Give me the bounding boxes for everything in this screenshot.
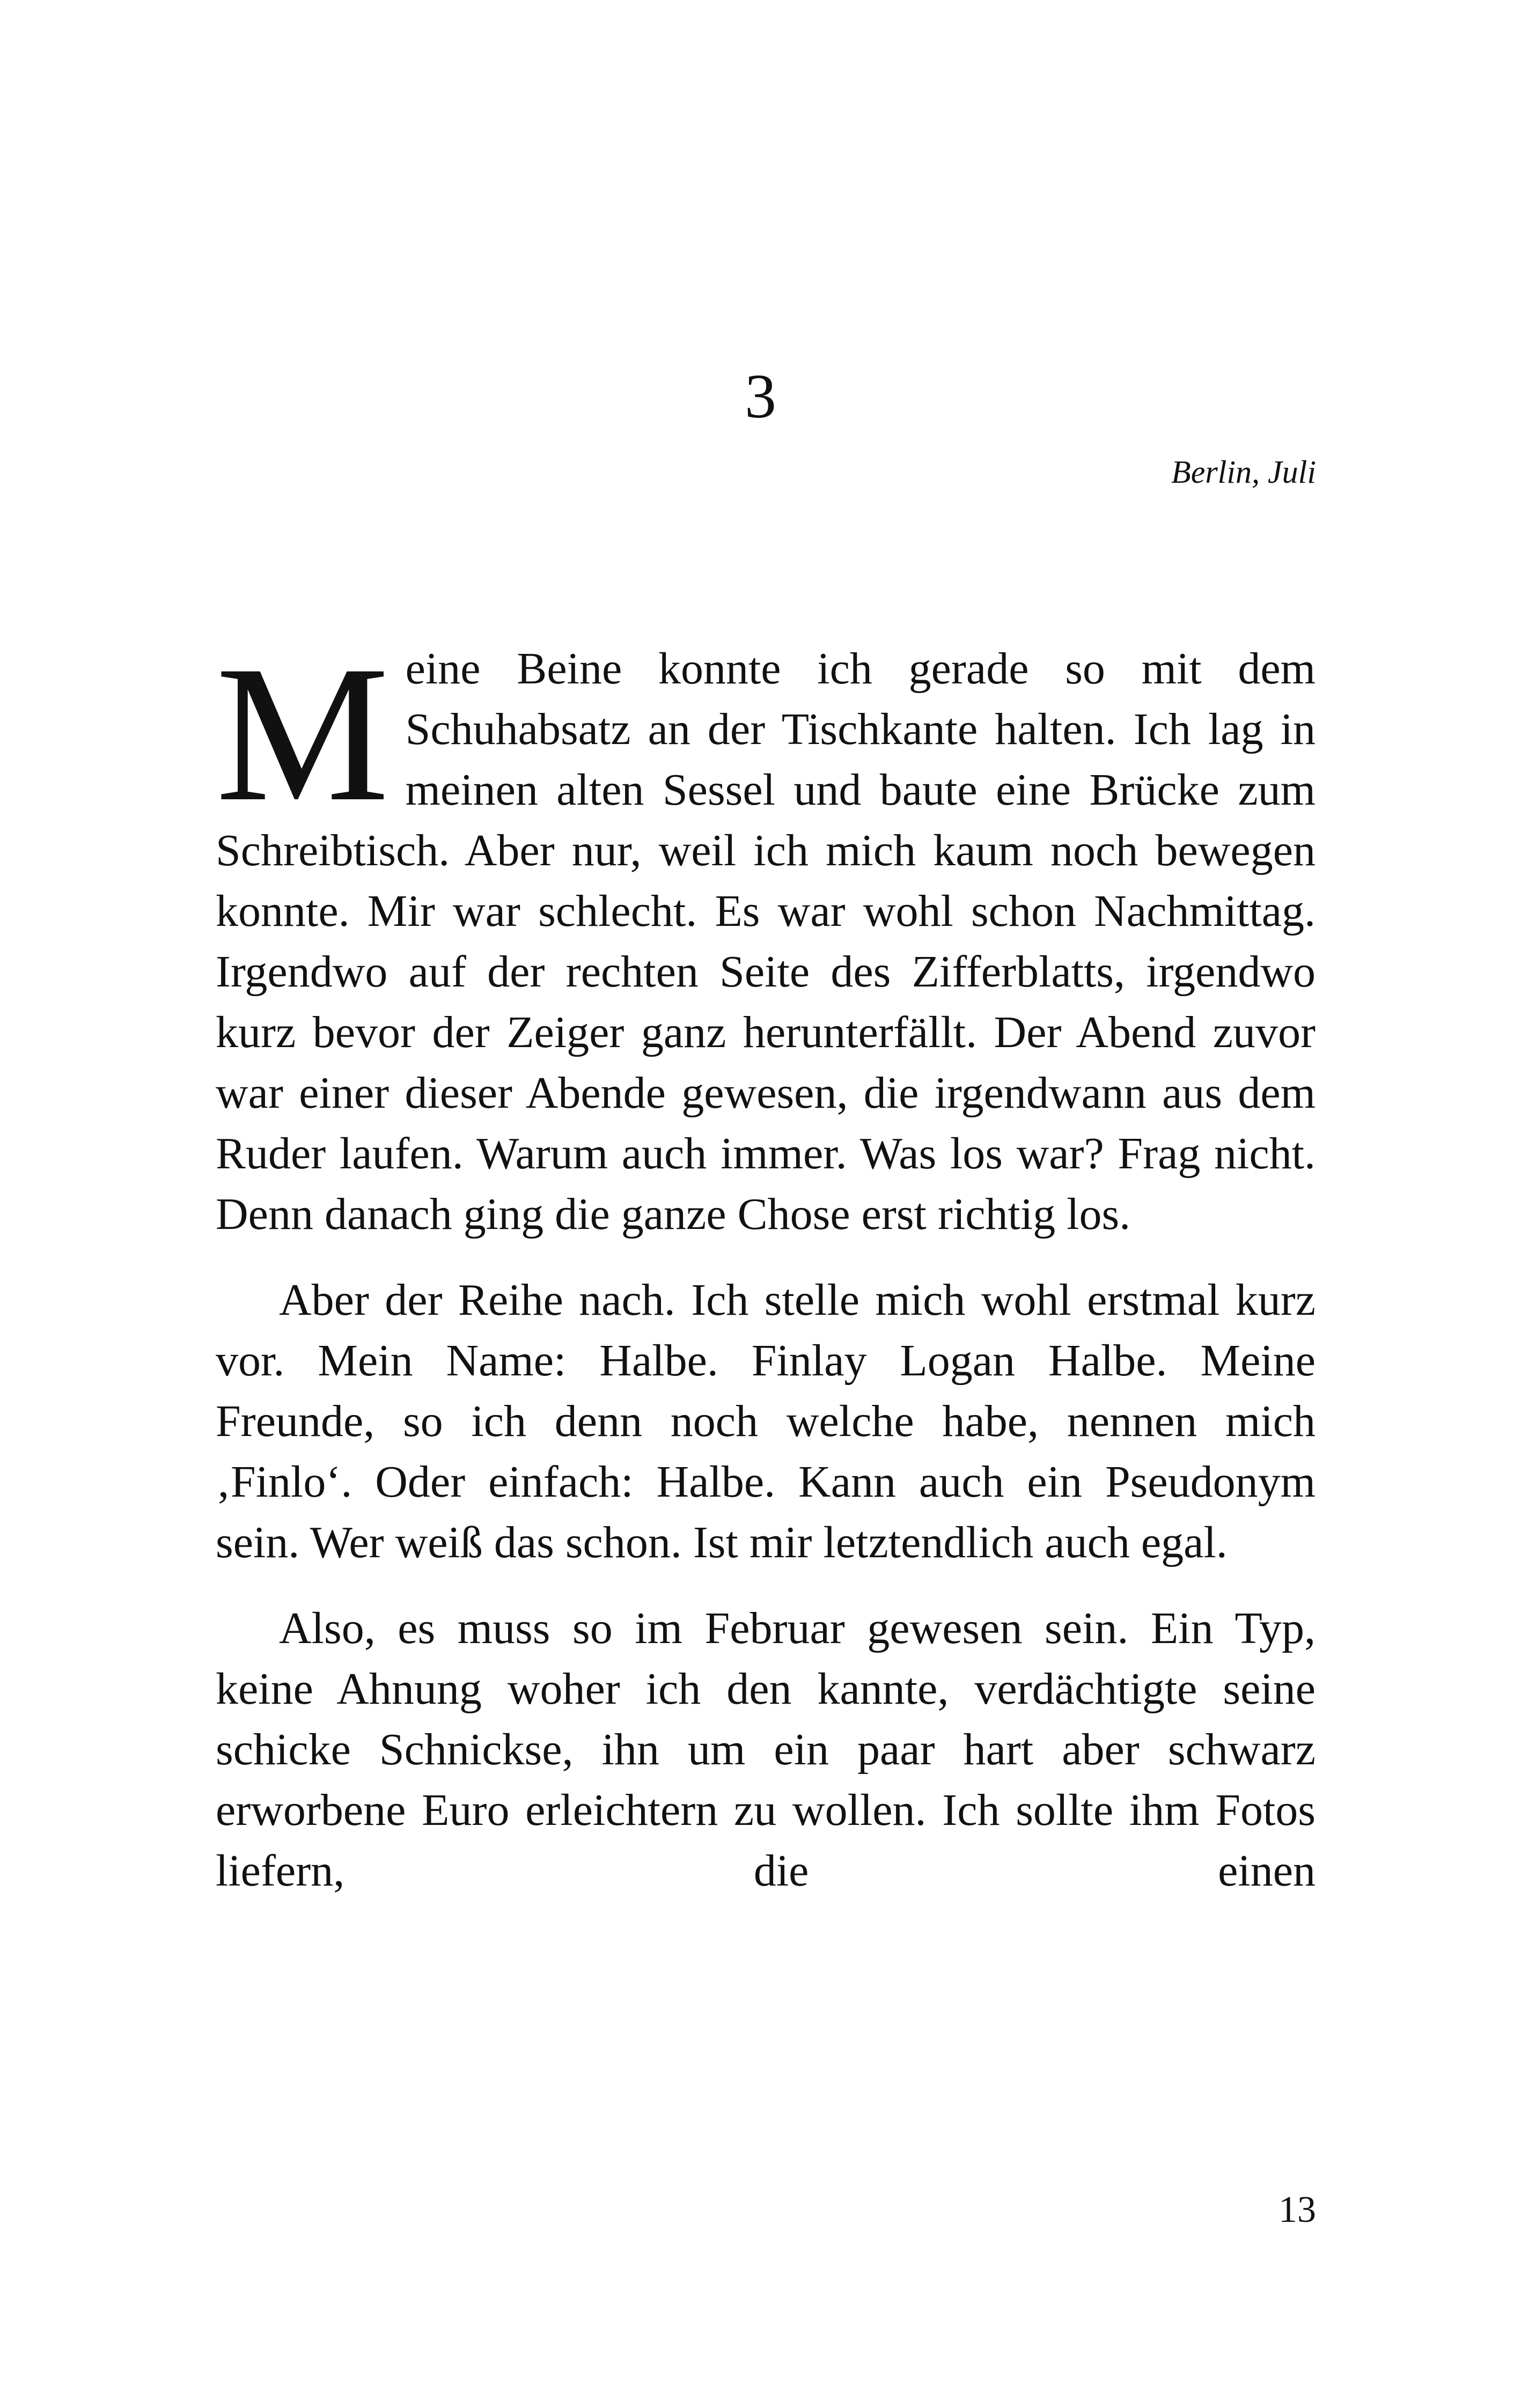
paragraph-2-text: Aber der Reihe nach. Ich stelle mich wohl erstmal kurz vor. Mein Name: Halbe. Finlay Logan Halbe. Meine Freunde, so ich denn noch welche habe, nennen mich ‚Finlo‘. Oder einfach: Halbe. Kann auch ein Pseudonym sein. Wer weiß das schon. Ist mir letztendlich auch egal.: [216, 1275, 1316, 1567]
body-text: [216, 625, 1316, 1901]
page-number: 13: [1278, 2189, 1316, 2230]
paragraph-3: [216, 1598, 1316, 1901]
drop-cap: M: [216, 625, 390, 842]
chapter-number: 3: [745, 361, 776, 431]
paragraph-3-text: Also, es muss so im Februar gewesen sein. Ein Typ, keine Ahnung woher ich den kannte, verdächtigte seine schicke Schnickse, ihn um ein paar hart aber schwarz erworbene Euro erleichtern zu wollen. Ich sollte ihm Fotos liefern, die einen: [216, 1603, 1316, 1896]
paragraph-1-text: eine Beine konnte ich gerade so mit dem Schuhabsatz an der Tischkante halten. Ich lag in meinen alten Sessel und baute eine Brücke zum Schreibtisch. Aber nur, weil ich mich kaum noch bewegen konnte. Mir war schlecht. Es war wohl schon Nachmittag. Irgendwo auf der rechten Seite des Zifferblatts, irgendwo kurz bevor der Zeiger ganz herunterfällt. Der Abend zuvor war einer dieser Abende gewesen, die irgendwann aus dem Ruder laufen. Warum auch immer. Was los war? Frag nicht. Denn danach ging die ganze Chose erst richtig los.: [216, 644, 1316, 1239]
chapter-place-date: Berlin, Juli: [1171, 454, 1316, 490]
paragraph-2: [216, 1270, 1316, 1573]
paragraph-1: [216, 625, 1316, 1244]
